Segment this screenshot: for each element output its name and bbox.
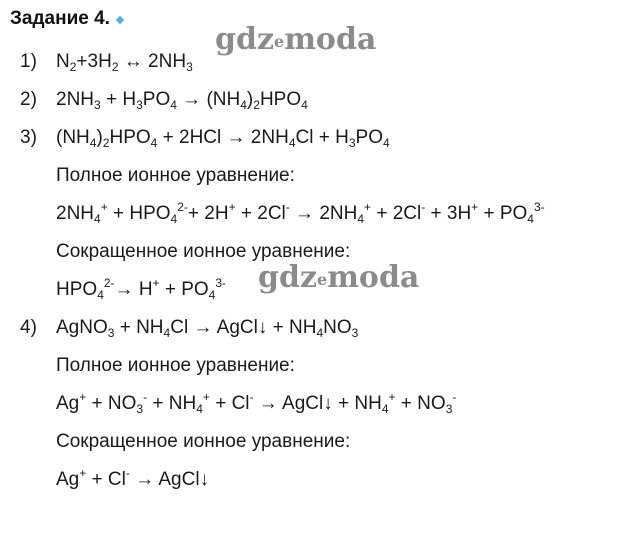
watermark: gdzemoda [215, 22, 377, 57]
equation-text: $2NH_4^+ + HPO_4^{2-}+ 2H^+ + 2Cl^- \to 2NH_4^+ + 2Cl^- + 3H^+ + PO_4^{3-}$ [56, 200, 545, 226]
item-number: 3) [20, 127, 37, 148]
equation-text: AgNO$_3$ + $NH_4Cl$ → AgCl↓ + $NH_4NO_3$ [56, 317, 359, 340]
equation-text: $HPO_4^{2-}\to H^+ + PO_4^{3-}$ [56, 276, 227, 302]
equation-text: $2NH_3 + H_3PO_4 \to (NH_4)_2HPO_4$ [56, 89, 308, 112]
item-number: 4) [20, 317, 37, 338]
equation-text: $(NH_4)_2HPO_4 + 2HCl \to 2NH_4Cl + H_3PO_4$ [56, 127, 390, 150]
watermark: gdzemoda [258, 260, 420, 295]
label-text: Полное ионное уравнение: [56, 355, 295, 376]
label-text: Полное ионное уравнение: [56, 165, 295, 186]
item-number: 2) [20, 89, 37, 110]
task-title: Задание 4. [10, 8, 123, 30]
equation-text: $Ag^+ + NO_3^- + NH_4^+ + Cl^-$ → AgCl↓ + $NH_4^+ + NO_3^-$ [56, 390, 457, 416]
equation-text: $N_2+3H_2$ ↔ $2NH_3$ [56, 51, 193, 74]
label-text: Сокращенное ионное уравнение: [56, 241, 351, 262]
item-number: 1) [20, 51, 37, 72]
label-text: Сокращенное ионное уравнение: [56, 431, 351, 452]
bullet-icon [116, 16, 124, 24]
equation-text: Ag+ + Cl- → AgCl↓ [56, 466, 210, 490]
